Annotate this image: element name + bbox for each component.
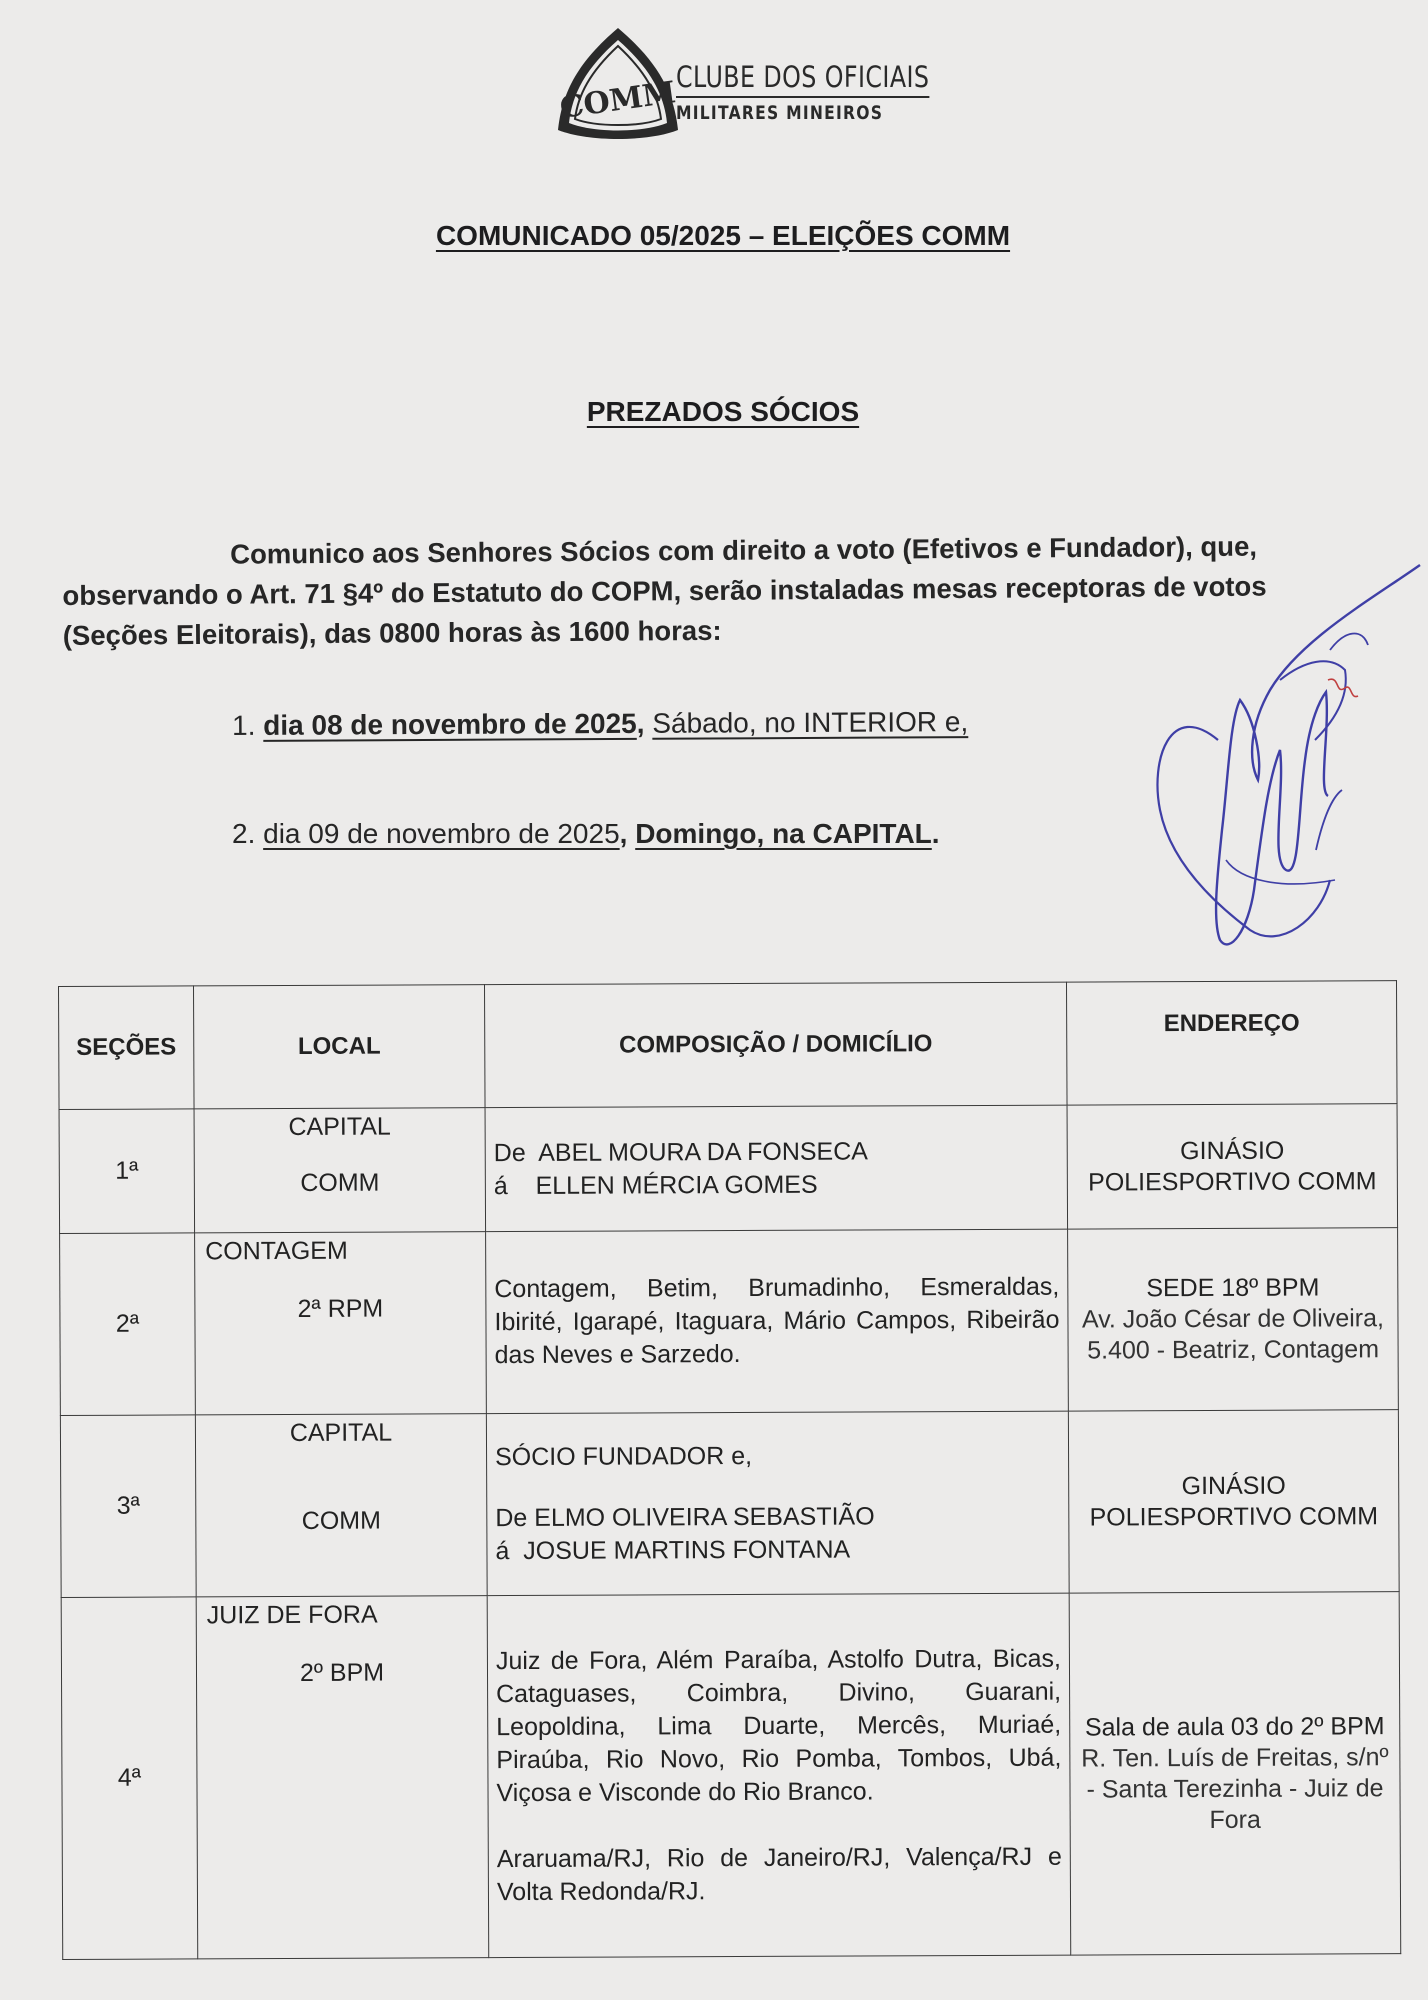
local-line1: CAPITAL bbox=[288, 1112, 391, 1141]
electoral-sections-table bbox=[58, 980, 1401, 1960]
secao-cell: 4ª bbox=[61, 1597, 198, 1960]
header-local: LOCAL bbox=[194, 985, 486, 1109]
endereco-line1: SEDE 18º BPM bbox=[1146, 1273, 1320, 1303]
local-line1: CAPITAL bbox=[289, 1418, 393, 1447]
header-secoes: SEÇÕES bbox=[59, 986, 195, 1110]
date-item-1: 1. dia 08 de novembro de 2025, Sábado, no INTERIOR e, bbox=[232, 706, 969, 741]
local-line2: 2º BPM bbox=[299, 1658, 385, 1687]
endereco-cell bbox=[1068, 1410, 1399, 1593]
composicao-line: á ELLEN MÉRCIA GOMES bbox=[493, 1170, 818, 1200]
composicao-line: á JOSUE MARTINS FONTANA bbox=[495, 1535, 851, 1566]
endereco-line2: Av. João César de Oliveira, 5.400 - Beatriz, Contagem bbox=[1081, 1304, 1385, 1365]
composicao-line: De ELMO OLIVEIRA SEBASTIÃO bbox=[495, 1502, 875, 1533]
endereco-cell bbox=[1068, 1228, 1399, 1411]
local-line2: 2ª RPM bbox=[297, 1294, 384, 1323]
local-cell bbox=[195, 1414, 487, 1597]
endereco-line1: GINÁSIO POLIESPORTIVO COMM bbox=[1088, 1136, 1377, 1197]
local-line1: CONTAGEM bbox=[205, 1236, 348, 1266]
logo-line1: CLUBE DOS OFICIAIS bbox=[676, 60, 929, 98]
composicao-line: SÓCIO FUNDADOR e, bbox=[494, 1441, 753, 1472]
date-item-2-date: dia 09 de novembro de 2025 bbox=[263, 818, 620, 849]
endereco-line2: R. Ten. Luís de Freitas, s/nº - Santa Terezinha - Juiz de Fora bbox=[1081, 1742, 1389, 1834]
club-logo bbox=[548, 22, 930, 152]
endereco-cell bbox=[1067, 1104, 1398, 1229]
document-title: COMUNICADO 05/2025 – ELEIÇÕES COMM bbox=[435, 220, 1011, 251]
endereco-line1: GINÁSIO POLIESPORTIVO COMM bbox=[1089, 1471, 1379, 1532]
local-line2: COMM bbox=[300, 1168, 380, 1197]
secao-cell: 1ª bbox=[59, 1109, 195, 1234]
date-item-2: 2. dia 09 de novembro de 2025, Domingo, na CAPITAL. bbox=[232, 818, 940, 849]
header-endereco: ENDEREÇO bbox=[1066, 981, 1397, 1105]
local-cell bbox=[194, 1108, 486, 1233]
table-row bbox=[61, 1592, 1401, 1960]
composicao-text: Contagem, Betim, Brumadinho, Esmeraldas, Ibirité, Igarapé, Itaguara, Mário Campos, Ribeirão das Neves e Sarzedo. bbox=[494, 1272, 1060, 1370]
header-composicao: COMPOSIÇÃO / DOMICÍLIO bbox=[484, 982, 1067, 1108]
date-item-1-rest: Sábado, no INTERIOR e, bbox=[652, 706, 969, 739]
composicao-cell bbox=[486, 1411, 1069, 1596]
logo-line2: MILITARES MINEIROS bbox=[676, 102, 884, 124]
greeting: PREZADOS SÓCIOS bbox=[586, 396, 860, 427]
table-header-row bbox=[59, 981, 1398, 1110]
endereco-line1: Sala de aula 03 do 2º BPM bbox=[1084, 1711, 1385, 1742]
composicao-line: De ABEL MOURA DA FONSECA bbox=[493, 1136, 868, 1167]
table-row bbox=[60, 1228, 1399, 1416]
date-item-2-rest: Domingo, na CAPITAL bbox=[635, 818, 932, 849]
endereco-cell bbox=[1069, 1592, 1401, 1955]
handwritten-signature bbox=[1130, 560, 1428, 960]
date-item-1-date: dia 08 de novembro de 2025 bbox=[263, 707, 637, 741]
comm-emblem-icon bbox=[548, 22, 688, 152]
logo-emblem-text: COMM bbox=[557, 75, 678, 126]
composicao-cell bbox=[485, 1105, 1068, 1232]
table-row bbox=[59, 1104, 1398, 1234]
announcement-paragraph: Comunico aos Senhores Sócios com direito a voto (Efetivos e Fundador), que, observando o Art. 71 §4º do Estatuto do COPM, serão instaladas mesas receptoras de votos (Seções Eleitorais), das 0800 horas às 1600 horas: bbox=[62, 530, 1267, 651]
local-cell bbox=[195, 1232, 487, 1415]
composicao-text: Juiz de Fora, Além Paraíba, Astolfo Dutra, Bicas, Cataguases, Coimbra, Divino, Guarani, Leopoldina, Lima Duarte, Mercês, Muriaé, Piraúba, Rio Novo, Rio Pomba, Tombos, Ubá, Viçosa e Visconde do Rio Branco. bbox=[495, 1644, 1062, 1807]
table-row bbox=[60, 1410, 1399, 1598]
local-cell bbox=[196, 1596, 489, 1959]
logo-text bbox=[676, 60, 985, 124]
secao-cell: 3ª bbox=[60, 1415, 196, 1598]
composicao-cell bbox=[486, 1229, 1069, 1414]
local-line2: COMM bbox=[301, 1506, 381, 1535]
local-line1: JUIZ DE FORA bbox=[206, 1600, 378, 1630]
composicao-text: Araruama/RJ, Rio de Janeiro/RJ, Valença/RJ e Volta Redonda/RJ. bbox=[496, 1842, 1062, 1906]
composicao-cell bbox=[487, 1593, 1071, 1958]
secao-cell: 2ª bbox=[60, 1233, 196, 1416]
